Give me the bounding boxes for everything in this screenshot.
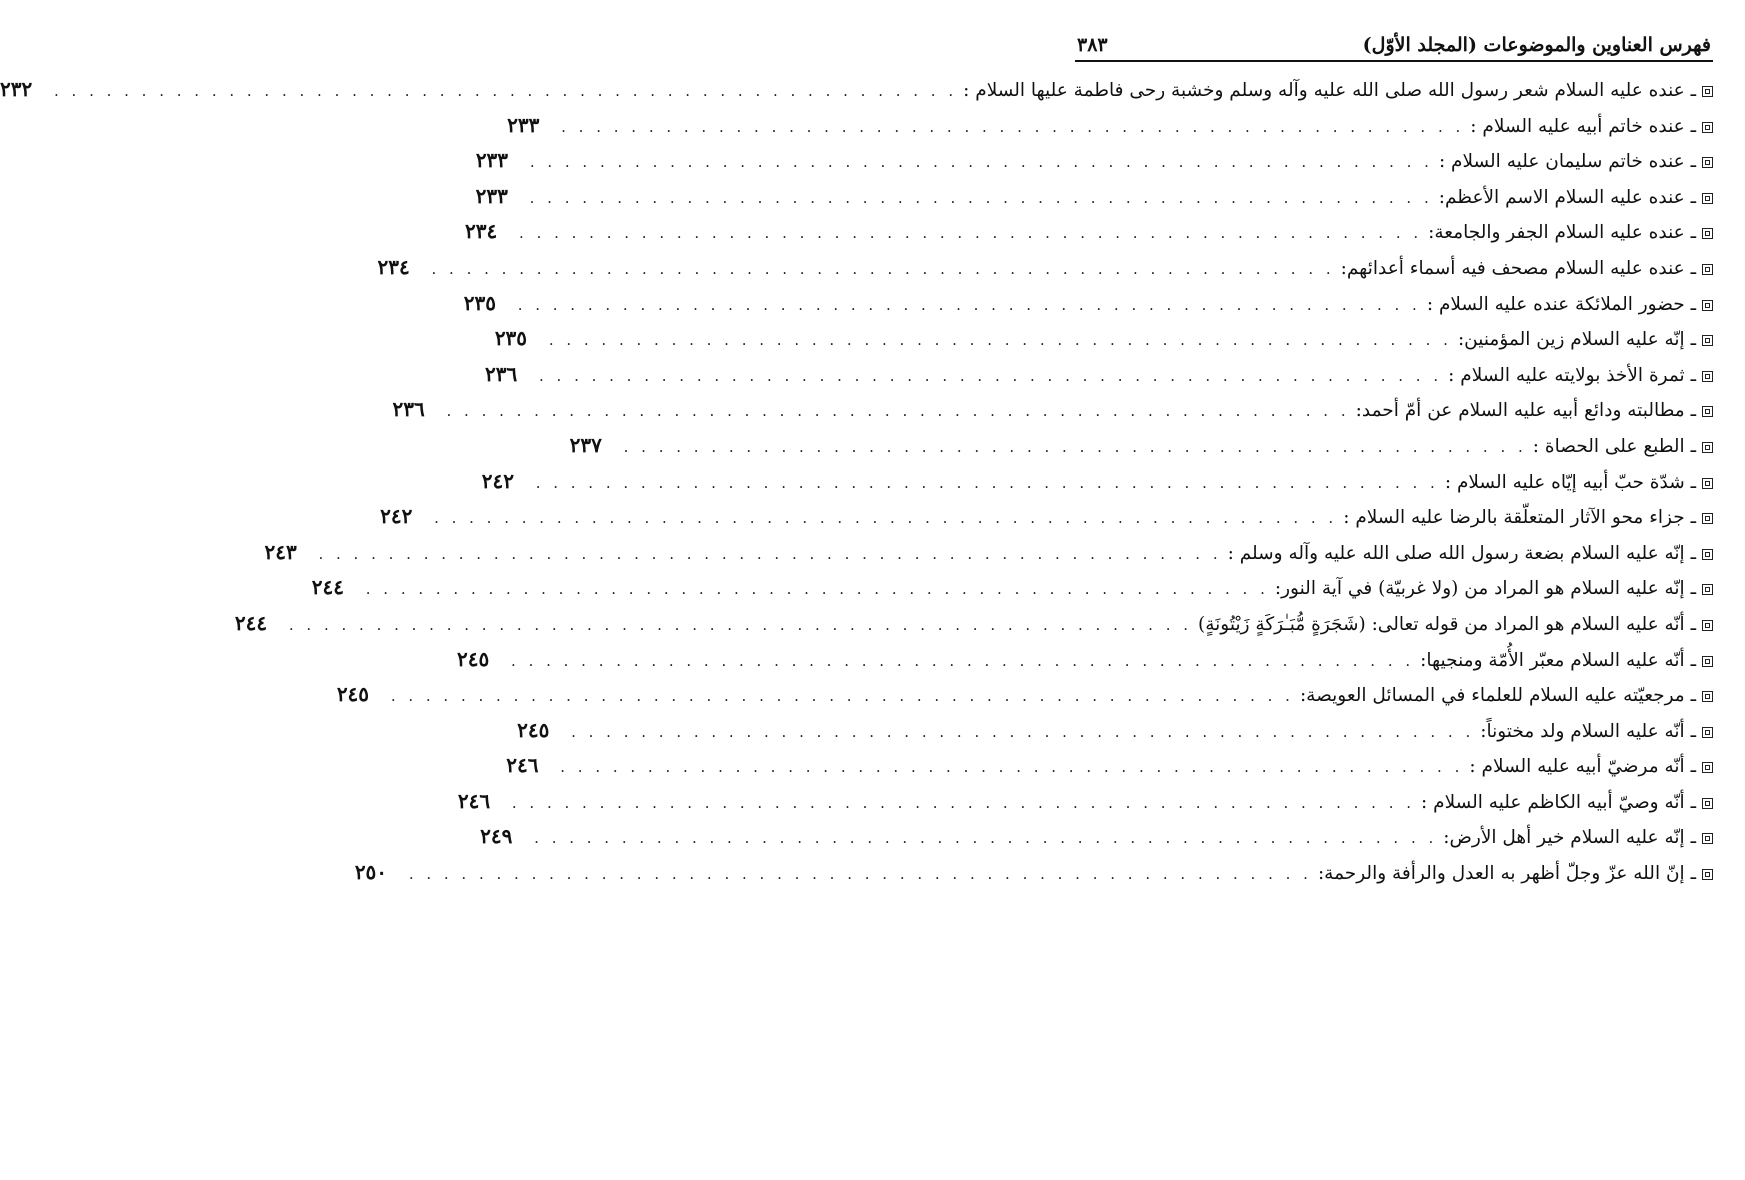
entry-page-number: ٢٤٤ bbox=[311, 575, 344, 600]
entry-page-number: ٢٤٣ bbox=[264, 539, 297, 564]
header-page-number: ٣٨٣ bbox=[1077, 34, 1108, 56]
dot-leader: . . . . . . . . . . . . . . . . . . . . . . . . . . . . . . . . . . . . . . . . . . . . . . . . . . . . bbox=[511, 793, 1416, 812]
index-entry bbox=[465, 214, 1713, 250]
square-bullet-icon bbox=[1702, 620, 1713, 631]
entry-page-number: ٢٤٢ bbox=[380, 504, 413, 529]
entry-title: ـ إنّ الله عزّ وجلّ أظهر به العدل والرأفة والرحمة: bbox=[1317, 863, 1696, 885]
index-entry bbox=[336, 677, 1713, 713]
index-entry bbox=[507, 108, 1713, 144]
entry-title: ـ إنّه عليه السلام زين المؤمنين: bbox=[1457, 329, 1696, 351]
page-header bbox=[1075, 22, 1713, 56]
dot-leader: . . . . . . . . . . . . . . . . . . . . . . . . . . . . . . . . . . . . . . . . . . . . . . . . . . . . bbox=[519, 224, 1423, 243]
entry-page-number: ٢٣٦ bbox=[392, 397, 425, 422]
dot-leader: . . . . . . . . . . . . . . . . . . . . . . . . . . . . . . . . . . . . . . . . . . . . . . . . . . . . bbox=[535, 473, 1439, 492]
index-entry bbox=[480, 819, 1713, 855]
entry-page-number: ٢٤٦ bbox=[506, 753, 539, 778]
square-bullet-icon bbox=[1702, 157, 1713, 168]
index-entry bbox=[475, 179, 1713, 215]
square-bullet-icon bbox=[1702, 833, 1713, 844]
dot-leader: . . . . . . . . . . . . . . . . . . . . . . . . . . . . . . . . . . . . . . . . . . . . . . . . . . . . bbox=[560, 758, 1464, 777]
entry-title: ـ أنّه عليه السلام ولد مختوناً: bbox=[1480, 720, 1696, 742]
index-page bbox=[0, 22, 1713, 891]
dot-leader: . . . . . . . . . . . . . . . . . . . . . . . . . . . . . . . . . . . . . . . . . . . . . . . . . . . . bbox=[534, 829, 1438, 848]
entry-title: ـ عنده عليه السلام شعر رسول الله صلى الله عليه وآله وسلم وخشبة رحى فاطمة عليها السلام : bbox=[963, 80, 1696, 101]
entry-page-number: ٢٣٣ bbox=[507, 112, 540, 137]
square-bullet-icon bbox=[1702, 727, 1713, 738]
entry-title: ـ مطالبته ودائع أبيه عليه السلام عن أمّ أحمد: bbox=[1355, 400, 1696, 422]
index-entries-list bbox=[0, 72, 1713, 891]
entry-page-number: ٢٣٧ bbox=[569, 432, 602, 457]
entry-title: ـ إنّه عليه السلام خير أهل الأرض: bbox=[1443, 827, 1696, 849]
entry-title: ـ ثمرة الأخذ بولايته عليه السلام : bbox=[1448, 364, 1696, 386]
dot-leader: . . . . . . . . . . . . . . . . . . . . . . . . . . . . . . . . . . . . . . . . . . . . . . . . . . . . bbox=[529, 188, 1433, 207]
dot-leader: . . . . . . . . . . . . . . . . . . . . . . . . . . . . . . . . . . . . . . . . . . . . . . . . . . . . bbox=[318, 544, 1222, 563]
square-bullet-icon bbox=[1702, 300, 1713, 311]
dot-leader: . . . . . . . . . . . . . . . . . . . . . . . . . . . . . . . . . . . . . . . . . . . . . . . . . . . . bbox=[571, 722, 1475, 741]
index-entry bbox=[457, 642, 1713, 678]
entry-page-number: ٢٣٥ bbox=[463, 290, 496, 315]
square-bullet-icon bbox=[1702, 86, 1713, 97]
entry-title: ـ أنّه عليه السلام معبّر الأُمّة ومنجيها: bbox=[1420, 649, 1696, 671]
square-bullet-icon bbox=[1702, 193, 1713, 204]
dot-leader: . . . . . . . . . . . . . . . . . . . . . . . . . . . . . . . . . . . . . . . . . . . . . . . . . . . . bbox=[446, 402, 1350, 421]
entry-page-number: ٢٤٢ bbox=[481, 468, 514, 493]
index-entry bbox=[569, 428, 1713, 464]
dot-leader: . . . . . . . . . . . . . . . . . . . . . . . . . . . . . . . . . . . . . . . . . . . . . . . . . . . . bbox=[623, 437, 1527, 456]
index-entry bbox=[485, 357, 1713, 393]
entry-page-number: ٢٣٣ bbox=[475, 183, 508, 208]
index-entry bbox=[264, 535, 1713, 571]
entry-page-number: ٢٣٤ bbox=[377, 254, 410, 279]
dot-leader: . . . . . . . . . . . . . . . . . . . . . . . . . . . . . . . . . . . . . . . . . . . . . . . . . . . . bbox=[561, 117, 1465, 136]
dot-leader: . . . . . . . . . . . . . . . . . . . . . . . . . . . . . . . . . . . . . . . . . . . . . . . . . . . . bbox=[517, 295, 1421, 314]
entry-page-number: ٢٤٥ bbox=[517, 717, 550, 742]
entry-title: ـ الطبع على الحصاة : bbox=[1532, 435, 1696, 457]
dot-leader: . . . . . . . . . . . . . . . . . . . . . . . . . . . . . . . . . . . . . . . . . . . . . . . . . . . . bbox=[529, 153, 1433, 172]
index-entry bbox=[475, 143, 1713, 179]
square-bullet-icon bbox=[1702, 442, 1713, 453]
index-entry bbox=[380, 499, 1713, 535]
running-title: فهرس العناوين والموضوعات (المجلد الأوّل) bbox=[1362, 34, 1711, 56]
index-entry bbox=[457, 784, 1713, 820]
dot-leader: . . . . . . . . . . . . . . . . . . . . . . . . . . . . . . . . . . . . . . . . . . . . . . . . . . . . bbox=[539, 366, 1443, 385]
square-bullet-icon bbox=[1702, 549, 1713, 560]
square-bullet-icon bbox=[1702, 478, 1713, 489]
entry-title: ـ جزاء محو الآثار المتعلّقة بالرضا عليه السلام : bbox=[1343, 507, 1696, 529]
entry-title: ـ عنده عليه السلام الجفر والجامعة: bbox=[1428, 222, 1696, 244]
entry-title: ـ شدّة حبّ أبيه إيّاه عليه السلام : bbox=[1444, 471, 1696, 493]
dot-leader: . . . . . . . . . . . . . . . . . . . . . . . . . . . . . . . . . . . . . . . . . . . . . . . . . . . . bbox=[288, 615, 1193, 634]
index-entry bbox=[463, 286, 1713, 322]
entry-page-number: ٢٤٥ bbox=[457, 646, 490, 671]
dot-leader: . . . . . . . . . . . . . . . . . . . . . . . . . . . . . . . . . . . . . . . . . . . . . . . . . . . . bbox=[431, 259, 1335, 278]
entry-page-number: ٢٤٤ bbox=[234, 610, 268, 635]
square-bullet-icon bbox=[1702, 406, 1713, 417]
entry-title: ـ عنده عليه السلام الاسم الأعظم: bbox=[1438, 186, 1696, 208]
square-bullet-icon bbox=[1702, 691, 1713, 702]
entry-page-number: ٢٣٤ bbox=[465, 219, 498, 244]
index-entry bbox=[506, 748, 1713, 784]
header-rule bbox=[1075, 60, 1713, 62]
index-entry bbox=[392, 392, 1713, 428]
square-bullet-icon bbox=[1702, 228, 1713, 239]
square-bullet-icon bbox=[1702, 335, 1713, 346]
dot-leader: . . . . . . . . . . . . . . . . . . . . . . . . . . . . . . . . . . . . . . . . . . . . . . . . . . . . bbox=[390, 687, 1294, 706]
index-entry bbox=[517, 713, 1713, 749]
entry-title: ـ أنّه مرضيّ أبيه عليه السلام : bbox=[1469, 756, 1696, 778]
index-entry bbox=[311, 570, 1713, 606]
entry-title: ـ إنّه عليه السلام هو المراد من (ولا غربيّة) في آية النور: bbox=[1274, 578, 1696, 600]
entry-page-number: ٢٣٦ bbox=[485, 361, 518, 386]
entry-page-number: ٢٥٠ bbox=[354, 860, 388, 885]
square-bullet-icon bbox=[1702, 122, 1713, 133]
entry-page-number: ٢٤٦ bbox=[457, 788, 491, 813]
entry-title: ـ أنّه عليه السلام هو المراد من قوله تعالى: (شَجَرَةٍ مُّبَـٰرَكَةٍ زَيْتُونَةٍ) bbox=[1198, 613, 1696, 635]
entry-title: ـ عنده خاتم أبيه عليه السلام : bbox=[1470, 115, 1696, 137]
square-bullet-icon bbox=[1702, 798, 1713, 809]
entry-page-number: ٢٣٣ bbox=[475, 148, 509, 173]
entry-page-number: ٢٣٢ bbox=[0, 77, 33, 101]
entry-title: ـ مرجعيّته عليه السلام للعلماء في المسائل العويصة: bbox=[1299, 685, 1696, 707]
square-bullet-icon bbox=[1702, 371, 1713, 382]
square-bullet-icon bbox=[1702, 513, 1713, 524]
dot-leader: . . . . . . . . . . . . . . . . . . . . . . . . . . . . . . . . . . . . . . . . . . . . . . . . . . . . bbox=[365, 580, 1269, 599]
entry-title: ـ أنّه وصيّ أبيه الكاظم عليه السلام : bbox=[1421, 791, 1696, 813]
entry-title: ـ عنده خاتم سليمان عليه السلام : bbox=[1438, 151, 1696, 173]
dot-leader: . . . . . . . . . . . . . . . . . . . . . . . . . . . . . . . . . . . . . . . . . . . . . . . . . . . . bbox=[548, 331, 1452, 350]
entry-page-number: ٢٣٥ bbox=[494, 326, 528, 351]
square-bullet-icon bbox=[1702, 656, 1713, 667]
entry-page-number: ٢٤٥ bbox=[336, 682, 370, 707]
index-entry bbox=[377, 250, 1713, 286]
entry-page-number: ٢٤٩ bbox=[480, 824, 513, 849]
entry-title: ـ حضور الملائكة عنده عليه السلام : bbox=[1426, 293, 1696, 315]
dot-leader: . . . . . . . . . . . . . . . . . . . . . . . . . . . . . . . . . . . . . . . . . . . . . . . . . . . . bbox=[434, 509, 1338, 528]
square-bullet-icon bbox=[1702, 762, 1713, 773]
square-bullet-icon bbox=[1702, 584, 1713, 595]
index-entry bbox=[481, 464, 1713, 500]
index-entry bbox=[0, 72, 1713, 108]
square-bullet-icon bbox=[1702, 264, 1713, 275]
dot-leader: . . . . . . . . . . . . . . . . . . . . . . . . . . . . . . . . . . . . . . . . . . . . . . . . . . . . bbox=[54, 82, 958, 100]
index-entry bbox=[494, 321, 1713, 357]
entry-title: ـ إنّه عليه السلام بضعة رسول الله صلى الله عليه وآله وسلم : bbox=[1227, 542, 1696, 564]
dot-leader: . . . . . . . . . . . . . . . . . . . . . . . . . . . . . . . . . . . . . . . . . . . . . . . . . . . . bbox=[511, 651, 1415, 670]
index-entry bbox=[234, 606, 1713, 642]
entry-title: ـ عنده عليه السلام مصحف فيه أسماء أعدائهم: bbox=[1340, 257, 1696, 279]
square-bullet-icon bbox=[1702, 869, 1713, 880]
index-entry bbox=[354, 855, 1713, 891]
dot-leader: . . . . . . . . . . . . . . . . . . . . . . . . . . . . . . . . . . . . . . . . . . . . . . . . . . . . bbox=[408, 865, 1312, 884]
